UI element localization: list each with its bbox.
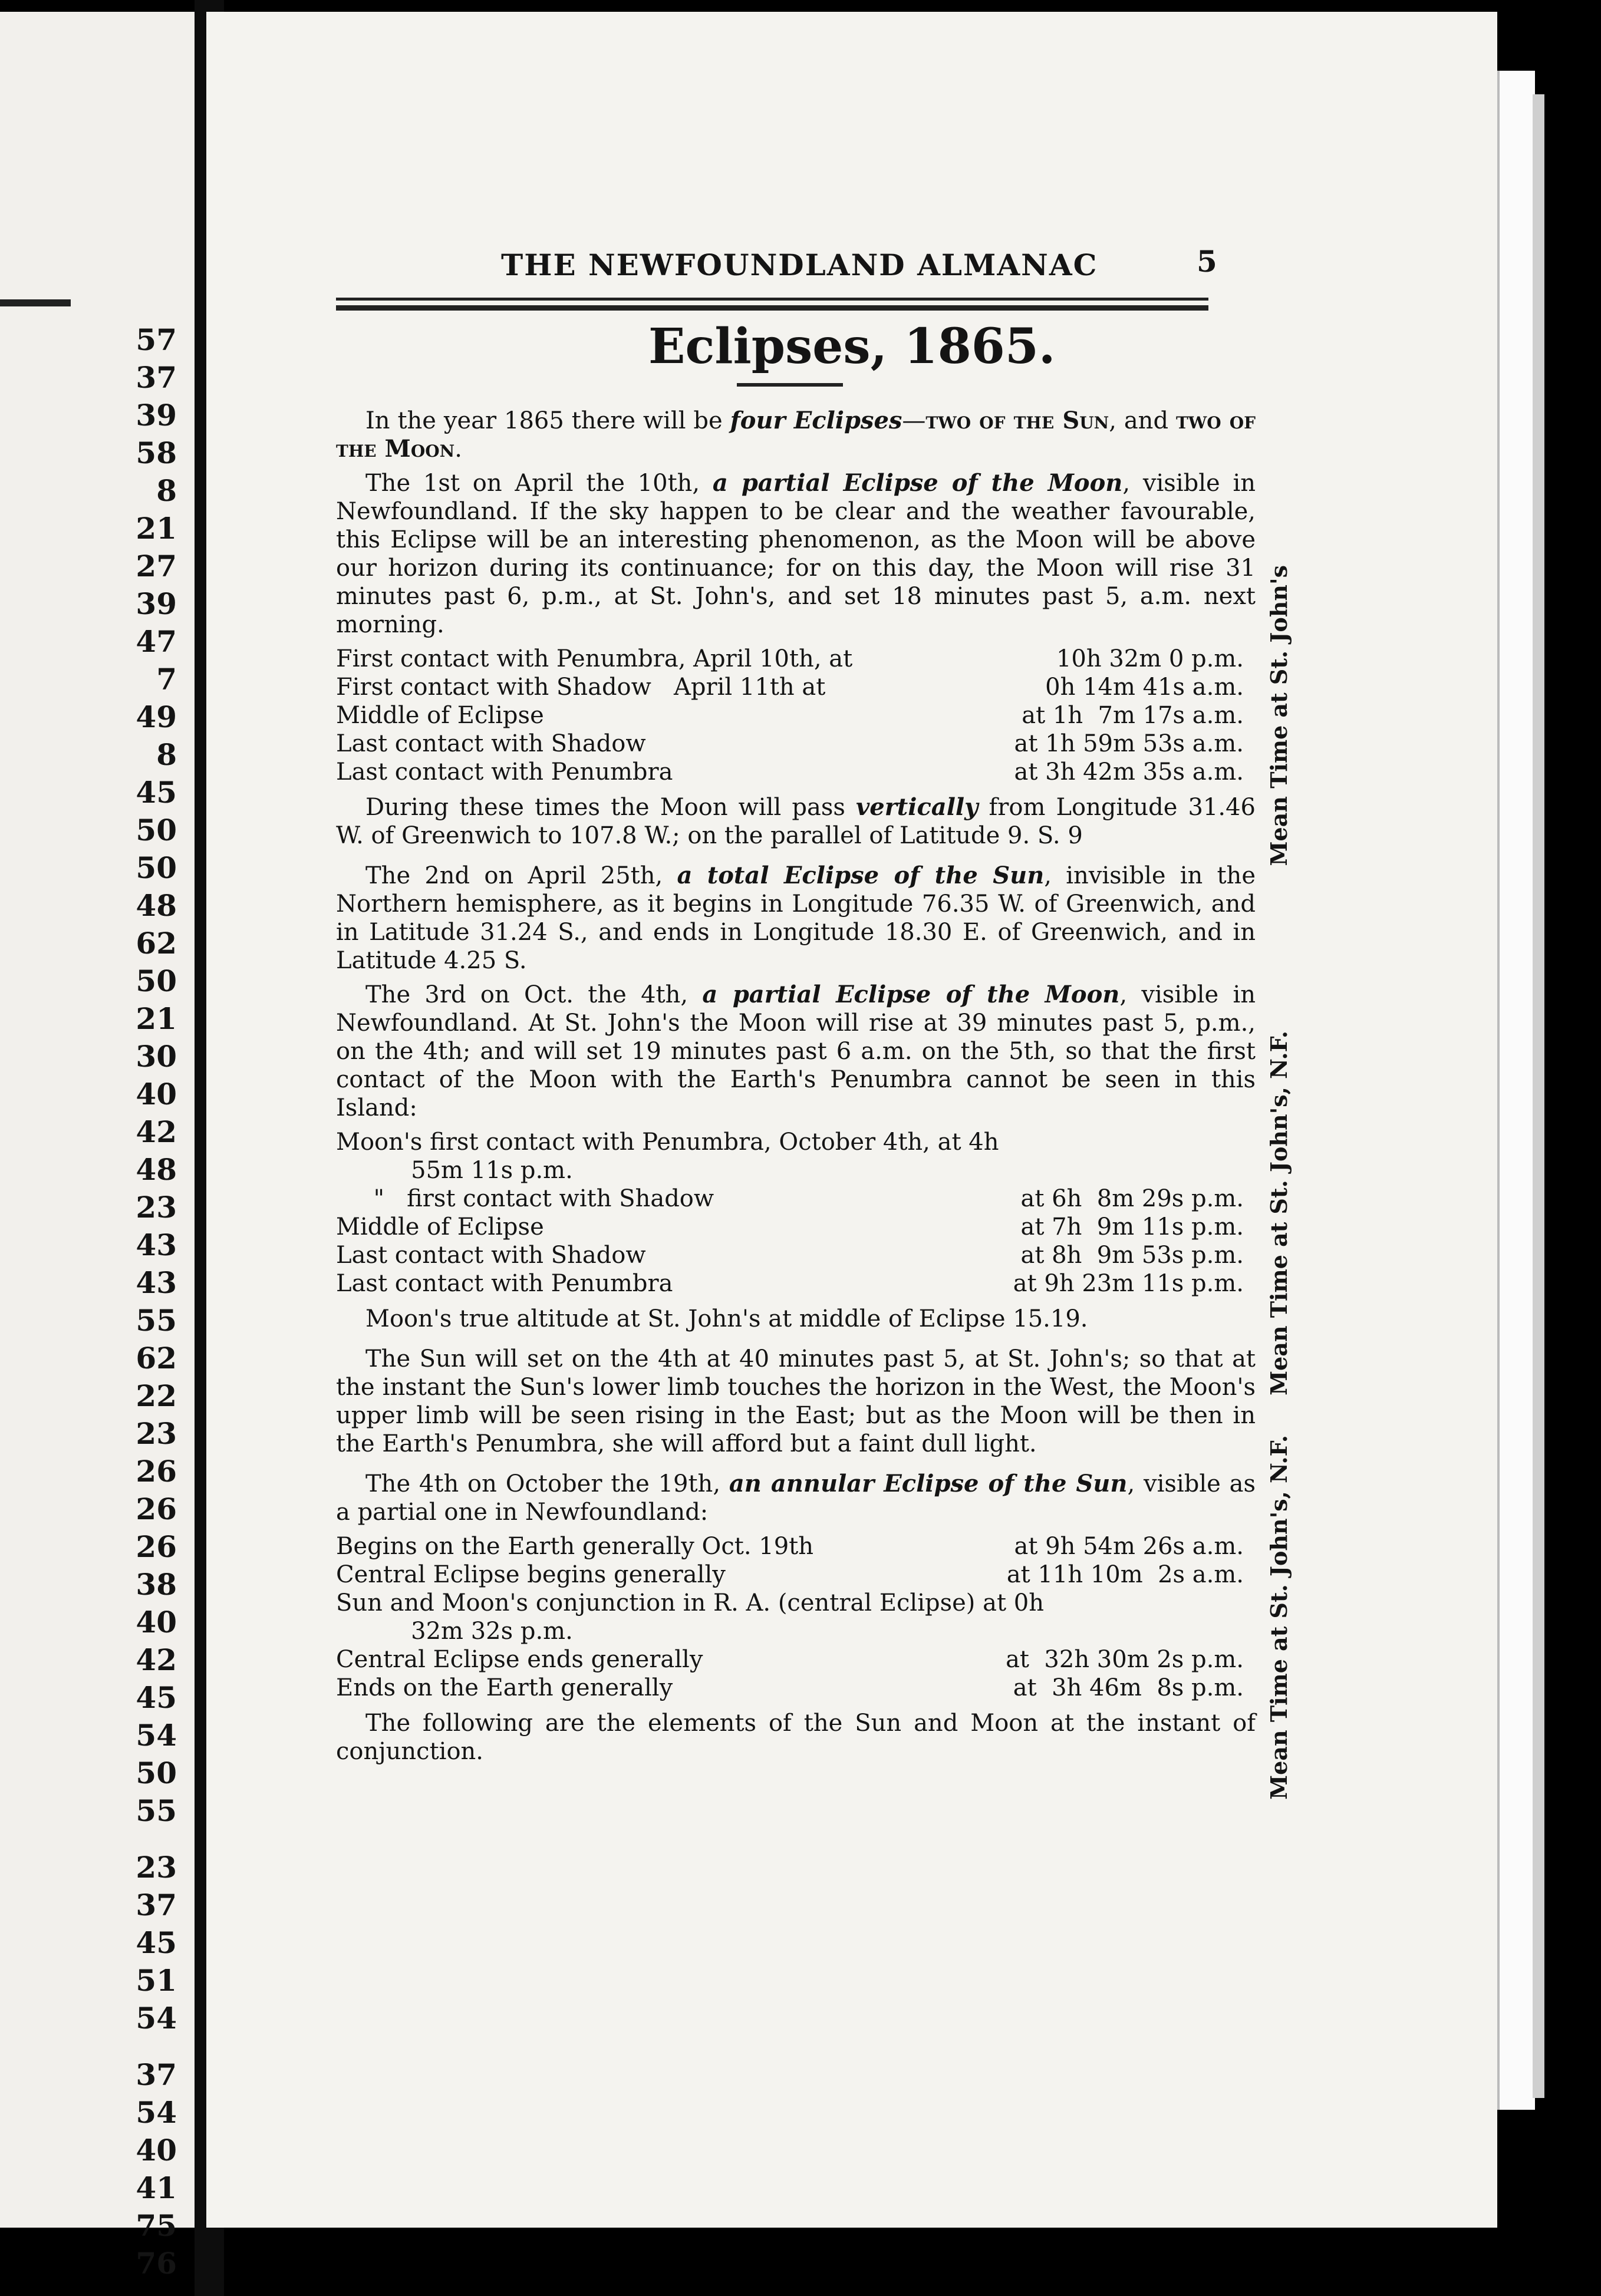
sunset-paragraph: The Sun will set on the 4th at 40 minutes past 5, at St. John's; so that at the instant the Sun's lower limb touches the horizon in the West, the Moon's upper limb will be seen rising in the East; but as the Moon will be then in the Earth's Penumbra, she will afford but a faint dull light. <box>336 1345 1256 1457</box>
closing-paragraph: The following are the elements of the Sun and Moon at the instant of conjunction. <box>336 1710 1256 1765</box>
facing-page-number: 62 <box>136 1341 177 1375</box>
timing-row <box>336 1617 1244 1645</box>
timing-row <box>336 730 1244 758</box>
facing-page-number: 23 <box>136 1190 177 1225</box>
article-body <box>336 407 1292 1800</box>
facing-page-number: 40 <box>136 1605 177 1639</box>
facing-page-number: 54 <box>136 1718 177 1753</box>
timing-value <box>1044 1589 1244 1617</box>
timing-row <box>336 1241 1244 1269</box>
timing-value: 10h 32m 0 p.m. <box>1056 645 1244 672</box>
timing-label: First contact with Shadow April 11th at <box>336 674 826 701</box>
running-head: THE NEWFOUNDLAND ALMANAC <box>501 248 1098 282</box>
facing-page-numbers <box>136 321 177 2282</box>
intro-paragraph: In the year 1865 there will be four Eclipses—two of the Sun, and two of the Moon. <box>336 407 1256 463</box>
facing-page-number: 76 <box>136 2246 177 2281</box>
facing-page-number: 48 <box>136 888 177 923</box>
timing-label: Sun and Moon's conjunction in R. A. (central Eclipse) at 0h <box>336 1589 1044 1617</box>
timing-row <box>336 1269 1244 1298</box>
timing-label: Central Eclipse begins generally <box>336 1561 726 1588</box>
timing-value: at 11h 10m 2s a.m. <box>1006 1561 1244 1588</box>
page-edge-shadow <box>1533 94 1544 2098</box>
facing-page-number: 58 <box>136 436 177 470</box>
facing-page-number: 23 <box>136 1416 177 1451</box>
timing-label: Central Eclipse ends generally <box>336 1646 703 1673</box>
timing-label: First contact with Penumbra, April 10th, at <box>336 645 853 672</box>
timing-value: at 32h 30m 2s p.m. <box>1006 1646 1244 1673</box>
timing-row <box>336 701 1244 730</box>
facing-page-number: 62 <box>136 926 177 961</box>
timing-label: Moon's first contact with Penumbra, October 4th, at 4h <box>336 1129 999 1156</box>
facing-page-number: 39 <box>136 398 177 433</box>
facing-page-number: 26 <box>136 1529 177 1564</box>
facing-page-number: 21 <box>136 1001 177 1036</box>
facing-page-rule <box>0 299 71 306</box>
facing-page-number: 50 <box>136 850 177 885</box>
first-eclipse-paragraph: The 1st on April the 10th, a partial Eclipse of the Moon, visible in Newfoundland. If the sky happen to be clear and the weather favourable, this Eclipse will be an interesting phenomenon, as the Moon will be above our horizon during its continuance; for on this day, the Moon will rise 31 minutes past 6, p.m., at St. John's, and set 18 minutes past 5, a.m. next morning. <box>336 469 1256 638</box>
timing-row <box>336 673 1244 701</box>
timing-row <box>336 1185 1244 1213</box>
facing-page-number: 22 <box>136 1378 177 1413</box>
timing-label: Last contact with Shadow <box>336 730 646 757</box>
timing-value: 0h 14m 41s a.m. <box>1045 674 1244 701</box>
first-eclipse-side-label: Mean Time at St. John's <box>1266 565 1292 866</box>
facing-page-number: 41 <box>136 2170 177 2205</box>
facing-page-number: 45 <box>136 775 177 810</box>
timing-value: at 6h 8m 29s p.m. <box>1020 1185 1244 1212</box>
timing-value: at 1h 7m 17s a.m. <box>1022 702 1244 729</box>
page-title: Eclipses, 1865. <box>648 318 1056 375</box>
timing-value: at 3h 46m 8s p.m. <box>1013 1674 1244 1701</box>
timing-value <box>937 1617 1244 1645</box>
timing-value: at 1h 59m 53s a.m. <box>1014 730 1244 757</box>
page-edge <box>1497 71 1535 2110</box>
timing-row <box>336 1645 1244 1674</box>
facing-page-number: 26 <box>136 1492 177 1526</box>
title-rule <box>737 383 843 387</box>
facing-page-number: 47 <box>136 624 177 659</box>
facing-page-number: 48 <box>136 1152 177 1187</box>
timing-row <box>336 1561 1244 1589</box>
third-eclipse-paragraph: The 3rd on Oct. the 4th, a partial Eclipse of the Moon, visible in Newfoundland. At St. John's the Moon will rise at 39 minutes past 5, p.m., on the 4th; and will set 19 minutes past 6 a.m. on the 5th, so that the first contact of the Moon with the Earth's Penumbra cannot be seen in this Island: <box>336 981 1256 1121</box>
timing-label: 32m 32s p.m. <box>336 1618 573 1645</box>
facing-page-number: 21 <box>136 511 177 546</box>
facing-page-number: 49 <box>136 700 177 734</box>
facing-page-number: 45 <box>136 1925 177 1960</box>
facing-page-number: 40 <box>136 2133 177 2168</box>
timing-label: Middle of Eclipse <box>336 702 544 729</box>
fourth-eclipse-side-label: Mean Time at St. John's, N.F. <box>1266 1434 1292 1800</box>
facing-page-number: 37 <box>136 360 177 395</box>
timing-row <box>336 1128 1244 1156</box>
timing-row <box>336 1674 1244 1702</box>
timing-label: Last contact with Penumbra <box>336 758 673 786</box>
timing-value: at 3h 42m 35s a.m. <box>1014 758 1244 786</box>
timing-value: at 9h 23m 11s p.m. <box>1013 1270 1244 1297</box>
facing-page-number: 38 <box>136 1567 177 1602</box>
facing-page-number: 51 <box>136 1963 177 1998</box>
facing-page-number: 43 <box>136 1265 177 1300</box>
header-rule <box>336 298 1208 301</box>
facing-page-number: 40 <box>136 1077 177 1111</box>
facing-page <box>0 12 195 2281</box>
header-rule-thick <box>336 305 1208 311</box>
facing-page-number: 37 <box>136 1888 177 1922</box>
timing-label: " first contact with Shadow <box>336 1185 714 1212</box>
facing-page-number: 50 <box>136 1756 177 1790</box>
timing-row <box>336 1156 1244 1185</box>
second-eclipse-paragraph: The 2nd on April 25th, a total Eclipse of the Sun, invisible in the Northern hemisphere, as it begins in Longitude 76.35 W. of Greenwich, and in Latitude 31.24 S., and ends in Longitude 18.30 E. of Greenwich, and in Latitude 4.25 S. <box>336 862 1256 974</box>
facing-page-number: 26 <box>136 1454 177 1489</box>
timing-row <box>336 1213 1244 1241</box>
third-eclipse-side-label: Mean Time at St. John's, N.F. <box>1266 1030 1292 1396</box>
timing-label: Last contact with Penumbra <box>336 1270 673 1297</box>
first-eclipse-note: During these times the Moon will pass vertically from Longitude 31.46 W. of Greenwich to 107.8 W.; on the parallel of Latitude 9. S. 9 <box>336 793 1256 849</box>
facing-page-number: 7 <box>156 662 177 697</box>
facing-page-number: 75 <box>136 2208 177 2243</box>
timing-label: Begins on the Earth generally Oct. 19th <box>336 1533 813 1560</box>
facing-page-number: 54 <box>136 2001 177 2036</box>
timing-row <box>336 1589 1244 1617</box>
facing-page-number: 45 <box>136 1680 177 1715</box>
third-eclipse-altitude: Moon's true altitude at St. John's at middle of Eclipse 15.19. <box>365 1305 1088 1332</box>
timing-label: Ends on the Earth generally <box>336 1674 673 1701</box>
timing-value: at 7h 9m 11s p.m. <box>1020 1213 1244 1241</box>
page-number: 5 <box>1197 244 1217 279</box>
timing-label: Middle of Eclipse <box>336 1213 544 1241</box>
timing-row <box>336 758 1244 786</box>
facing-page-number: 50 <box>136 813 177 847</box>
timing-row <box>336 1532 1244 1561</box>
timing-value: at 8h 9m 53s p.m. <box>1020 1242 1244 1269</box>
timing-label: 55m 11s p.m. <box>336 1157 573 1184</box>
timing-label: Last contact with Shadow <box>336 1242 646 1269</box>
timing-value: at 9h 54m 26s a.m. <box>1014 1533 1244 1560</box>
facing-page-number: 23 <box>136 1850 177 1885</box>
facing-page-number: 55 <box>136 1303 177 1338</box>
timing-row <box>336 645 1244 673</box>
facing-page-number: 39 <box>136 586 177 621</box>
facing-page-number: 50 <box>136 964 177 998</box>
facing-page-number: 8 <box>156 737 177 772</box>
facing-page-number: 55 <box>136 1793 177 1828</box>
facing-page-number: 42 <box>136 1114 177 1149</box>
facing-page-number: 57 <box>136 322 177 357</box>
facing-page-number: 54 <box>136 2095 177 2130</box>
facing-page-number: 8 <box>156 473 177 508</box>
facing-page-number: 43 <box>136 1228 177 1262</box>
timing-value <box>999 1128 1244 1156</box>
facing-page-number: 27 <box>136 549 177 583</box>
fourth-eclipse-paragraph: The 4th on October the 19th, an annular Eclipse of the Sun, visible as a partial one in Newfoundland: <box>336 1470 1256 1526</box>
page-header <box>289 244 1217 295</box>
facing-page-number: 37 <box>136 2057 177 2092</box>
facing-page-number: 42 <box>136 1642 177 1677</box>
timing-value <box>937 1156 1244 1185</box>
facing-page-number: 30 <box>136 1039 177 1074</box>
